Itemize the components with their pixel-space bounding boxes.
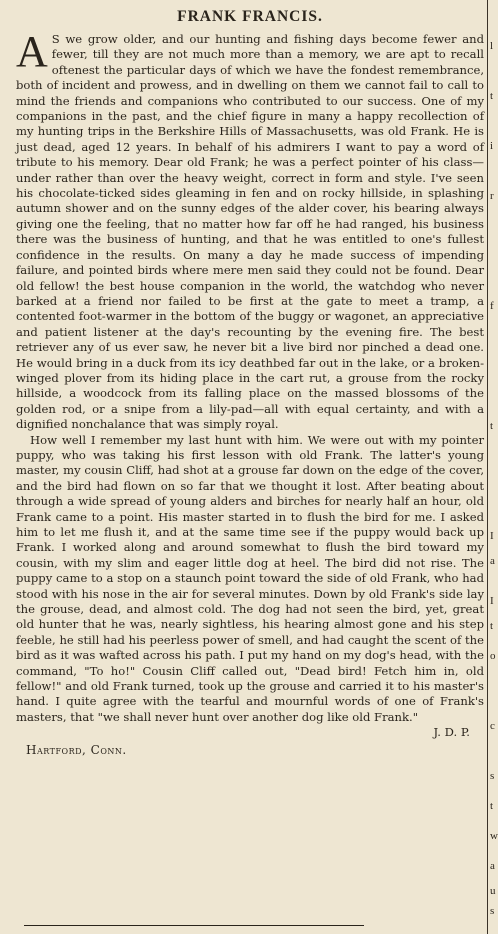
article-column <box>16 6 484 757</box>
edge-letter: I <box>490 530 494 542</box>
edge-letter: i <box>490 140 494 152</box>
bottom-rule <box>24 925 364 926</box>
edge-letter: s <box>490 770 495 782</box>
edge-letter: a <box>490 555 495 567</box>
edge-letter: t <box>490 620 494 632</box>
paragraph-1-text: S we grow older, and our hunting and fishing days become fewer and fewer, till they are not much more than a memory, we are apt to recall oftenest the particular days of which we have the fondest remembrance, both of incident and prowess, and in dwelling on them we cannot fail to call to mind the friends and companions who contributed to our success. One of my companions in the past, and the chief figure in many a happy recollection of my hunting trips in the Berkshire Hills of Massachusetts, was old Frank. He is just dead, aged 12 years. In behalf of his admirers I want to pay a word of tribute to his memory. Dear old Frank; he was a perfect pointer of his class—under rather than over the heavy weight, correct in form and style. I've seen his chocolate-ticked sides gleaming in fen and on rocky hillside, in splashing autumn shower and on the sunny edges of the alder cover, his bearing always giving one the feeling, that no matter how far off he had ranged, his business there was the business of hunting, and that he was entitled to one's fullest confidence in the results. On many a day he made success of impending failure, and pointed birds where mere men said they could not be found. Dear old fellow! the best house companion in the world, the watchdog who never barked at a friend nor failed to be first at the gate to meet a tramp, a contented foot-warmer in the bottom of the buggy or wagonet, an appreciative and patient listener at the day's recounting by the evening fire. The best retriever any of us ever saw, he never bit a live bird nor pinched a dead one. He would bring in a duck from its icy deathbed far out in the lake, or a broken-winged plover from its hiding place in the cart rut, a grouse from the rocky hillside, a woodcock from its falling place on the massed blossoms of the golden rod, or a snipe from a lily-pad—all with equal certainty, and with a dignified nonchalance that was simply royal. <box>16 32 484 432</box>
edge-letter: a <box>490 860 495 872</box>
article-paragraph-2: How well I remember my last hunt with him. We were out with my pointer puppy, who was taking his first lesson with old Frank. The latter's young master, my cousin Cliff, had shot at a grouse far down on the edge of the cover, and the bird had flown on so far that we thought it lost. After beating about through a wide spread of young alders and birches for nearly half an hour, old Frank came to a point. His master started in to flush the bird for me. I asked him to let me flush it, and at the same time see if the puppy would back up Frank. I worked along and around somewhat to flush the bird toward my cousin, with my slim and eager little dog at heel. The bird did not rise. The puppy came to a stop on a staunch point toward the side of old Frank, who had stood with his nose in the air for several minutes. Down by old Frank's side lay the grouse, dead, and almost cold. The dog had not seen the bird, yet, great old hunter that he was, nearly sightless, his hearing almost gone and his step feeble, he still had his peerless power of smell, and had caught the scent of the bird as it was wafted across his path. I put my hand on my dog's head, with the command, "To ho!" Cousin Cliff called out, "Dead bird! Fetch him in, old fellow!" and old Frank turned, took up the grouse and carried it to his master's hand. I quite agree with the tearful and mournful words of one of Frank's masters, that "we shall never hunt over another dog like old Frank." <box>16 432 484 724</box>
edge-letter: u <box>490 885 496 897</box>
article-title: FRANK FRANCIS. <box>177 8 323 25</box>
signoff-row <box>16 725 484 740</box>
column-divider <box>487 0 488 934</box>
edge-letter: t <box>490 90 494 102</box>
drop-cap: A <box>16 27 48 76</box>
edge-letter: t <box>490 800 494 812</box>
author-signature: J. D. P. <box>433 725 470 740</box>
edge-letter: f <box>490 300 494 312</box>
edge-letter: l <box>490 40 494 52</box>
article-location: Hartford, Conn. <box>26 742 127 757</box>
edge-letter: c <box>490 720 495 732</box>
edge-letter: I <box>490 595 494 607</box>
article-paragraph-1 <box>16 27 484 433</box>
edge-letter: o <box>490 650 496 662</box>
edge-letter: w <box>490 830 498 842</box>
edge-letter: s <box>490 905 495 917</box>
edge-letter: r <box>490 190 494 202</box>
edge-letter: t <box>490 420 494 432</box>
